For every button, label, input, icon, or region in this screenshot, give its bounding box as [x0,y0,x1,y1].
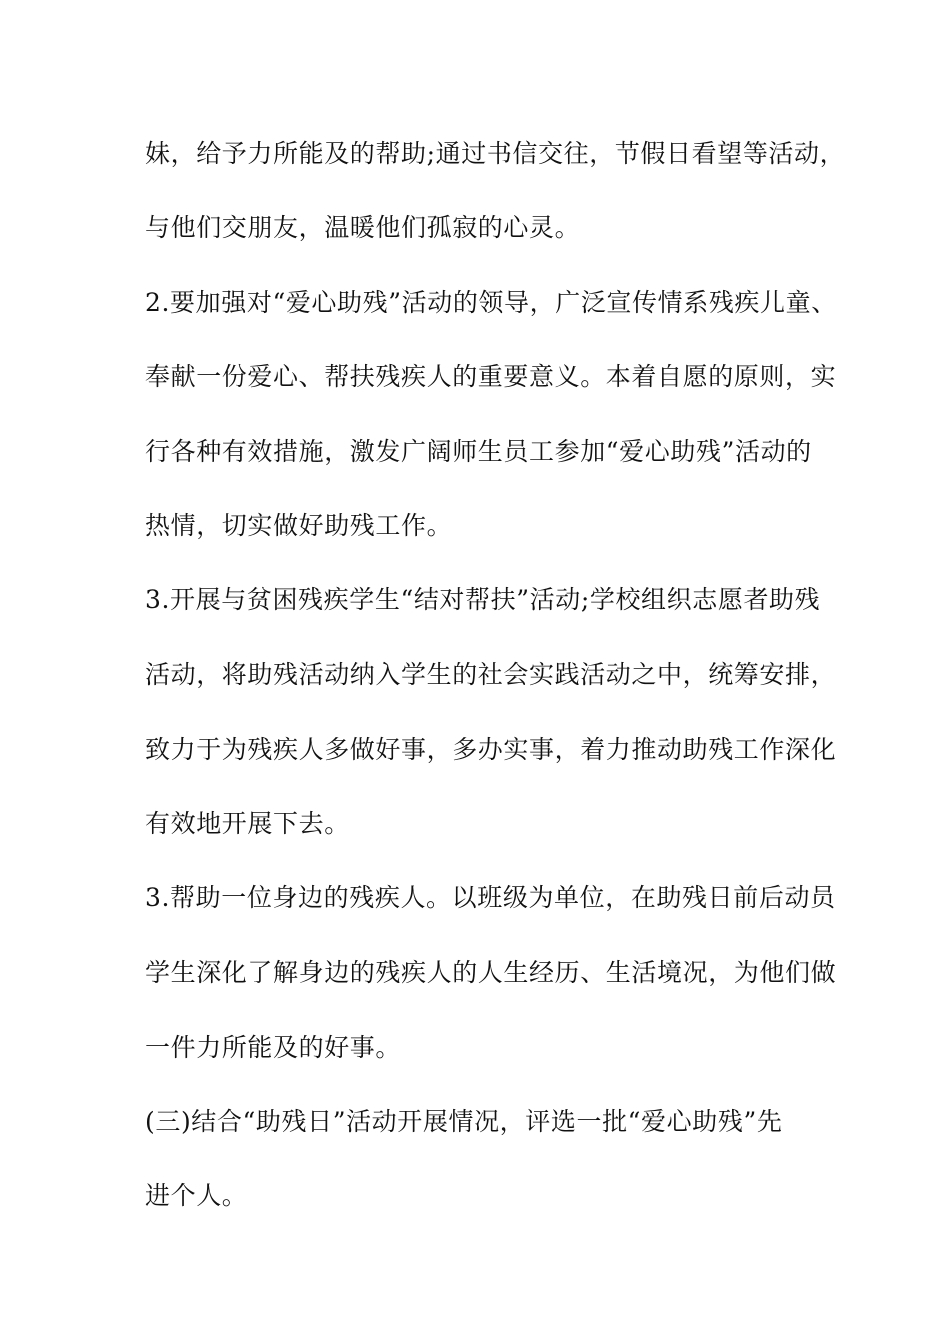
text-line: 2.要加强对“爱心助残”活动的领导，广泛宣传情系残疾儿童、 [145,288,837,317]
text-line: 与他们交朋友，温暖他们孤寂的心灵。 [145,213,581,242]
text-line: 活动，将助残活动纳入学生的社会实践活动之中，统筹安排， [145,660,837,689]
text-line: 3.帮助一位身边的残疾人。以班级为单位，在助残日前后动员 [145,883,836,912]
text-line: 致力于为残疾人多做好事，多办实事，着力推动助残工作深化 [145,735,837,764]
text-line: (三)结合“助残日”活动开展情况，评选一批“爱心助残”先 [145,1107,783,1136]
text-line: 学生深化了解身边的残疾人的人生经历、生活境况，为他们做 [145,958,837,987]
text-line: 奉献一份爱心、帮扶残疾人的重要意义。本着自愿的原则，实 [145,362,837,391]
text-line: 有效地开展下去。 [145,809,350,838]
text-line: 进个人。 [145,1181,248,1210]
text-line: 行各种有效措施，激发广阔师生员工参加“爱心助残”活动的 [145,437,812,466]
text-line: 3.开展与贫困残疾学生“结对帮扶”活动;学校组织志愿者助残 [145,585,821,614]
text-line: 热情，切实做好助残工作。 [145,511,453,540]
text-line: 一件力所能及的好事。 [145,1033,402,1062]
text-line: 妹，给予力所能及的帮助;通过书信交往，节假日看望等活动， [145,139,846,168]
